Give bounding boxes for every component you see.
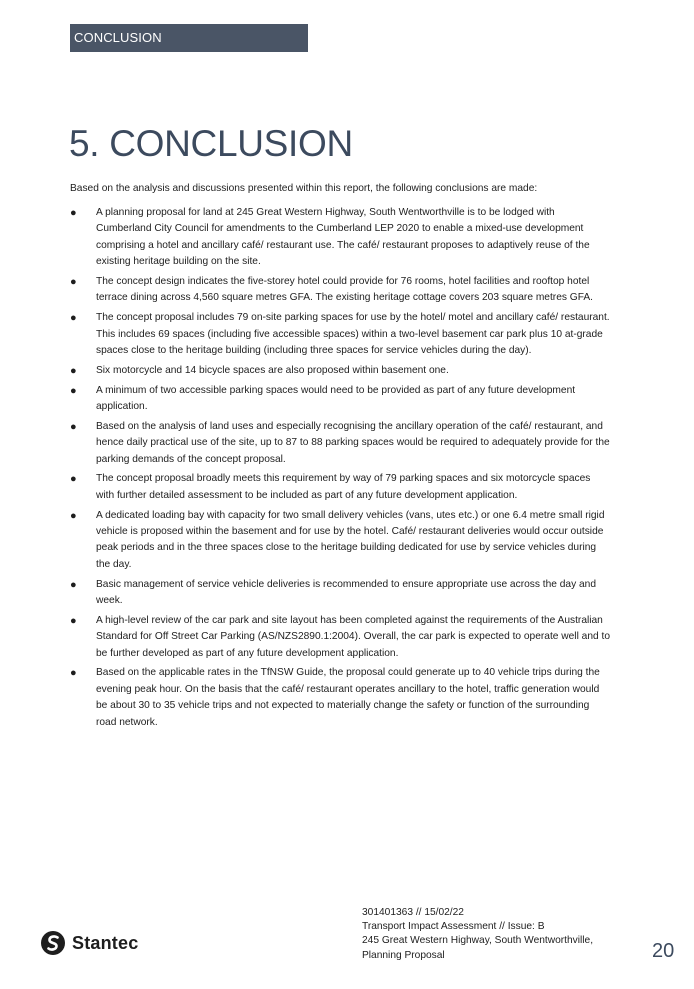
page-title: 5. CONCLUSION — [69, 123, 353, 164]
list-item-text: A planning proposal for land at 245 Great Western Highway, South Wentworthville is to be lodged with Cumberland City Council for amendments to the Cumberland LEP 2020 to enable a mixed-use development comprising a hotel and ancillary café/ restaurant use. The café/ restaurant proposes to adaptively reuse of the existing heritage building on the site. — [96, 207, 590, 268]
list-item-text: Basic management of service vehicle deliveries is recommended to ensure appropriate use across the day and week. — [96, 578, 597, 607]
intro-paragraph: Based on the analysis and discussions presented within this report, the following conclusions are made: — [70, 183, 538, 194]
logo-wordmark: Stantec — [72, 932, 139, 953]
list-item — [70, 383, 610, 416]
bullet-icon: ● — [70, 667, 77, 680]
list-item-text: Six motorcycle and 14 bicycle spaces are also proposed within basement one. — [96, 364, 449, 376]
footer-line: Planning Proposal — [362, 949, 445, 961]
list-item — [70, 577, 610, 610]
bullet-icon: ● — [70, 420, 77, 433]
list-item — [70, 205, 610, 271]
list-item — [70, 471, 610, 504]
list-item-text: The concept proposal includes 79 on-site parking spaces for use by the hotel/ motel and ancillary café/ restaurant. This includes 69 spaces (including five accessible spaces) within a two-level basement car park plus 10 at-grade spaces close to the heritage building (including three spaces for service vehicles during the day). — [96, 312, 610, 357]
list-item-text: A dedicated loading bay with capacity for two small delivery vehicles (vans, utes etc.) or one 6.4 metre small rigid vehicle is proposed within the basement and for use by the hotel. Café/ restaurant deliveries would occur outside peak periods and in the three spaces close to the heritage building dedicated for use by service vehicles during the day. — [96, 509, 605, 570]
list-item — [70, 310, 610, 359]
list-item — [70, 665, 610, 731]
footer-line: 301401363 // 15/02/22 — [362, 907, 464, 918]
list-item-text: Based on the applicable rates in the TfNSW Guide, the proposal could generate up to 40 vehicle trips during the evening peak hour. On the basis that the café/ restaurant operates ancillary to the hotel, traffic generation would be about 30 to 35 vehicle trips and not expected to materially change the safety or function of the surrounding road network. — [96, 667, 600, 728]
list-item-text: A high-level review of the car park and site layout has been completed against the requirements of the Australian Standard for Off Street Car Parking (AS/NZS2890.1:2004). Overall, the car park is expected to operate well and to be further developed as part of any future development application. — [96, 614, 610, 659]
list-item-text: A minimum of two accessible parking spaces would need to be provided as part of any future development application. — [96, 384, 576, 413]
stantec-logo — [40, 929, 138, 957]
stantec-logo-icon — [40, 930, 66, 956]
list-item — [70, 419, 610, 468]
section-tab: CONCLUSION — [70, 24, 308, 52]
footer-line: 245 Great Western Highway, South Wentworthville, — [362, 935, 594, 947]
bullet-icon: ● — [70, 614, 77, 627]
list-item — [70, 363, 610, 379]
list-item — [70, 508, 610, 574]
list-item-text: Based on the analysis of land uses and especially recognising the ancillary operation of the café/ restaurant, and hence daily practical use of the site, up to 87 to 88 parking spaces would be required to adequately provide for the parking demands of the concept proposal. — [96, 420, 610, 465]
bullet-icon: ● — [70, 578, 77, 591]
bullet-icon: ● — [70, 364, 77, 377]
list-item-text: The concept design indicates the five-storey hotel could provide for 76 rooms, hotel facilities and rooftop hotel terrace dining across 4,560 square metres GFA. The existing heritage cottage covers 203 square metres GFA. — [96, 276, 593, 304]
bullet-icon: ● — [70, 384, 77, 397]
conclusion-list — [70, 205, 610, 734]
page-number: 20 — [652, 940, 675, 962]
list-item-text: The concept proposal broadly meets this requirement by way of 79 parking spaces and six motorcycle spaces with further detailed assessment to be included as part of any future development application. — [96, 473, 591, 501]
bullet-icon: ● — [70, 276, 77, 289]
list-item — [70, 613, 610, 662]
footer-document-info — [362, 906, 593, 963]
bullet-icon: ● — [70, 207, 77, 219]
bullet-icon: ● — [70, 312, 77, 325]
bullet-icon: ● — [70, 509, 77, 522]
footer-line: Transport Impact Assessment // Issue: B — [362, 921, 545, 933]
bullet-icon: ● — [70, 473, 77, 486]
list-item — [70, 274, 610, 307]
